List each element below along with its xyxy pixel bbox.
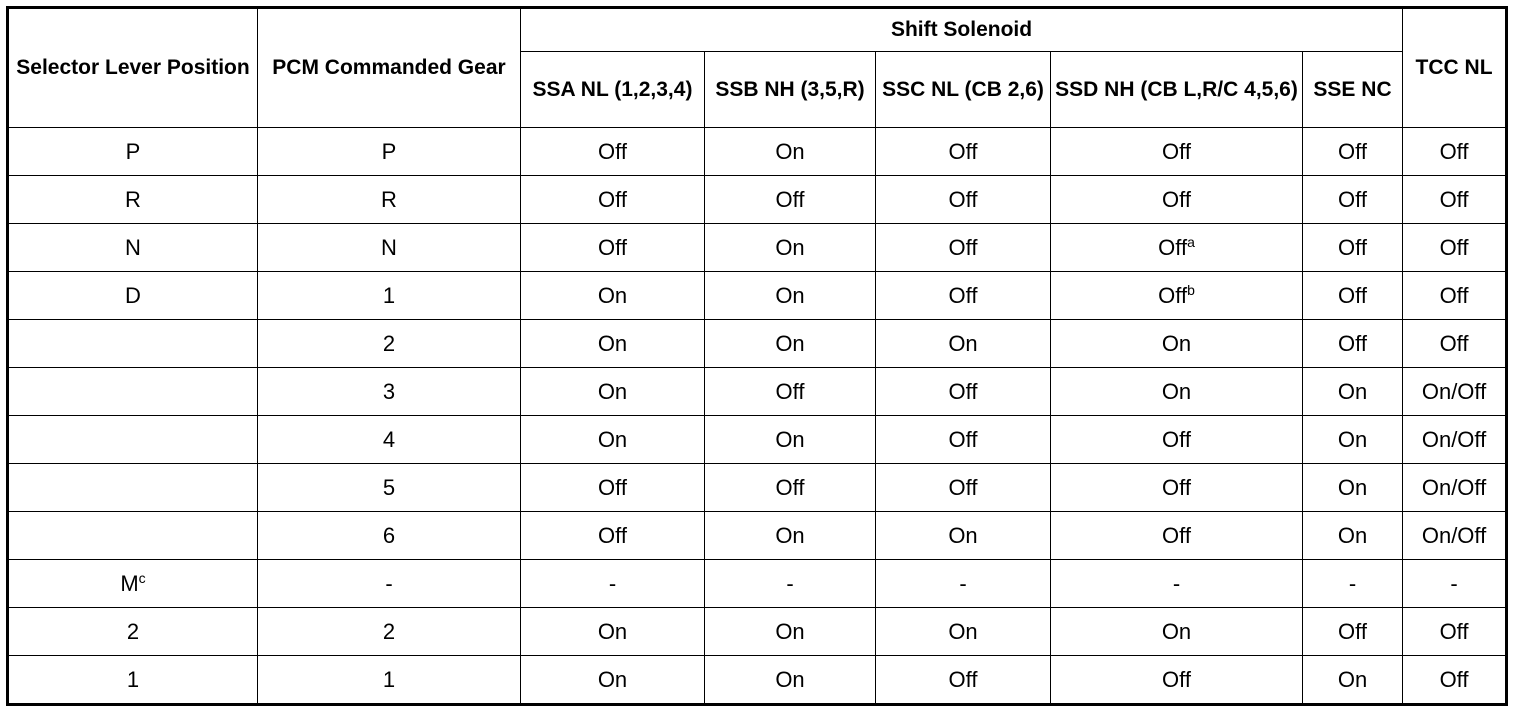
cell-ssa	[521, 416, 705, 464]
cell-ssb	[705, 560, 876, 608]
cell-ssb-value: On	[775, 426, 805, 452]
table-header	[8, 8, 1507, 128]
cell-ssb	[705, 128, 876, 176]
cell-selector-lever-position	[8, 176, 258, 224]
cell-pcm-commanded-gear-value: 2	[382, 330, 396, 356]
cell-ssa	[521, 560, 705, 608]
table-row	[8, 416, 1507, 464]
cell-selector-lever-position	[8, 272, 258, 320]
cell-ssc-value: Off	[948, 474, 978, 500]
cell-tcc-value: On/Off	[1421, 474, 1487, 500]
cell-ssb-value: -	[786, 570, 794, 596]
cell-sse	[1303, 656, 1403, 705]
cell-pcm-commanded-gear-value: 2	[382, 618, 396, 644]
footnote-marker: b	[1187, 281, 1195, 298]
cell-selector-lever-position	[8, 368, 258, 416]
cell-ssa-value: On	[597, 378, 628, 404]
header-ssd: SSD NH (CB L,R/C 4,5,6)	[1051, 52, 1303, 128]
cell-pcm-commanded-gear	[258, 272, 521, 320]
cell-pcm-commanded-gear	[258, 368, 521, 416]
cell-sse	[1303, 176, 1403, 224]
cell-ssa-value: On	[597, 666, 628, 692]
header-selector-lever-position: Selector Lever Position	[8, 8, 258, 128]
table-row	[8, 512, 1507, 560]
cell-ssd-value: Off	[1162, 666, 1191, 692]
cell-ssc-value: Off	[948, 378, 978, 404]
cell-ssd	[1051, 416, 1303, 464]
cell-pcm-commanded-gear-value: 3	[382, 378, 396, 404]
cell-selector-lever-position	[8, 608, 258, 656]
cell-ssc-value: On	[948, 618, 978, 644]
table-row	[8, 656, 1507, 705]
cell-ssa-value: Off	[598, 186, 627, 212]
cell-ssa	[521, 224, 705, 272]
cell-ssc	[876, 464, 1051, 512]
cell-sse-value: Off	[1338, 618, 1367, 644]
cell-ssc	[876, 176, 1051, 224]
cell-pcm-commanded-gear-value: N	[381, 234, 397, 260]
cell-ssb-value: On	[775, 138, 805, 164]
cell-pcm-commanded-gear	[258, 464, 521, 512]
cell-pcm-commanded-gear-value: 5	[382, 474, 396, 500]
header-ssb: SSB NH (3,5,R)	[705, 52, 876, 128]
cell-ssb-value: Off	[775, 378, 805, 404]
cell-selector-lever-position	[8, 656, 258, 705]
cell-tcc	[1403, 176, 1507, 224]
cell-tcc	[1403, 608, 1507, 656]
cell-tcc-value: On/Off	[1421, 378, 1487, 404]
cell-sse-value: Off	[1338, 282, 1367, 308]
cell-ssb-value: On	[775, 666, 805, 692]
cell-tcc-value: Off	[1439, 234, 1469, 260]
cell-sse	[1303, 560, 1403, 608]
cell-selector-lever-position-value: P	[125, 138, 141, 164]
cell-sse	[1303, 512, 1403, 560]
cell-ssd-value: Off	[1162, 138, 1191, 164]
cell-ssa	[521, 320, 705, 368]
cell-ssc-value: On	[948, 330, 978, 356]
cell-ssd-value: Off	[1162, 522, 1191, 548]
cell-ssc	[876, 608, 1051, 656]
cell-pcm-commanded-gear-value: P	[381, 138, 397, 164]
cell-sse-value: Off	[1338, 186, 1367, 212]
cell-ssa	[521, 368, 705, 416]
cell-ssd-value: Off	[1162, 186, 1191, 212]
cell-sse	[1303, 368, 1403, 416]
cell-ssd-value: -	[1172, 570, 1181, 596]
cell-ssd-value: Off	[1162, 426, 1191, 452]
cell-ssc	[876, 368, 1051, 416]
cell-ssb-value: On	[775, 618, 805, 644]
cell-ssb-value: On	[775, 330, 805, 356]
cell-tcc	[1403, 464, 1507, 512]
solenoid-application-table	[6, 6, 1508, 706]
cell-ssd-value: On	[1161, 618, 1192, 644]
cell-ssd-value: Off	[1158, 234, 1188, 260]
cell-ssb	[705, 368, 876, 416]
table-row	[8, 224, 1507, 272]
cell-selector-lever-position	[8, 224, 258, 272]
cell-ssd	[1051, 320, 1303, 368]
cell-ssa-value: -	[608, 570, 617, 596]
cell-tcc-value: Off	[1439, 666, 1469, 692]
cell-ssc-value: On	[948, 522, 978, 548]
cell-ssb	[705, 176, 876, 224]
cell-selector-lever-position	[8, 512, 258, 560]
cell-sse	[1303, 224, 1403, 272]
cell-selector-lever-position	[8, 320, 258, 368]
cell-pcm-commanded-gear	[258, 512, 521, 560]
cell-tcc	[1403, 224, 1507, 272]
cell-pcm-commanded-gear-value: 6	[382, 522, 396, 548]
cell-ssb-value: On	[775, 522, 805, 548]
cell-pcm-commanded-gear	[258, 608, 521, 656]
cell-ssa	[521, 656, 705, 705]
cell-tcc-value: Off	[1439, 138, 1469, 164]
cell-pcm-commanded-gear-value: 1	[382, 282, 396, 308]
cell-ssa-value: On	[597, 618, 628, 644]
cell-tcc	[1403, 320, 1507, 368]
table-row	[8, 176, 1507, 224]
cell-pcm-commanded-gear	[258, 656, 521, 705]
header-shift-solenoid-group: Shift Solenoid	[521, 8, 1403, 52]
table-body	[8, 128, 1507, 705]
table-row	[8, 560, 1507, 608]
cell-ssc-value: Off	[948, 186, 978, 212]
cell-tcc-value: Off	[1439, 618, 1469, 644]
cell-ssd	[1051, 512, 1303, 560]
footnote-marker: a	[1187, 233, 1195, 250]
cell-tcc-value: Off	[1439, 282, 1469, 308]
cell-selector-lever-position-value: M	[120, 570, 139, 596]
cell-ssd	[1051, 656, 1303, 705]
cell-ssc-value: Off	[948, 426, 978, 452]
cell-ssa-value: On	[597, 426, 628, 452]
cell-ssb-value: On	[775, 282, 805, 308]
cell-ssd-value: On	[1161, 378, 1192, 404]
cell-tcc	[1403, 272, 1507, 320]
table-row	[8, 272, 1507, 320]
header-ssa: SSA NL (1,2,3,4)	[521, 52, 705, 128]
cell-ssd-value: Off	[1162, 474, 1191, 500]
cell-ssa	[521, 464, 705, 512]
cell-ssb	[705, 320, 876, 368]
cell-sse	[1303, 608, 1403, 656]
cell-ssb	[705, 224, 876, 272]
cell-ssd	[1051, 224, 1303, 272]
cell-pcm-commanded-gear-value: -	[385, 570, 393, 596]
cell-tcc-value: -	[1450, 570, 1458, 596]
cell-ssa	[521, 512, 705, 560]
cell-sse-value: On	[1337, 474, 1368, 500]
cell-tcc	[1403, 656, 1507, 705]
cell-selector-lever-position	[8, 416, 258, 464]
cell-ssc-value: Off	[948, 138, 978, 164]
cell-ssa	[521, 608, 705, 656]
cell-pcm-commanded-gear-value: 1	[382, 666, 396, 692]
cell-pcm-commanded-gear	[258, 320, 521, 368]
cell-pcm-commanded-gear-value: R	[381, 186, 397, 212]
cell-selector-lever-position	[8, 128, 258, 176]
cell-ssc	[876, 560, 1051, 608]
header-group-row	[8, 8, 1507, 52]
cell-ssc	[876, 224, 1051, 272]
cell-ssc	[876, 128, 1051, 176]
cell-ssd	[1051, 464, 1303, 512]
cell-ssb-value: Off	[775, 186, 805, 212]
cell-ssb	[705, 608, 876, 656]
cell-tcc	[1403, 416, 1507, 464]
cell-ssa	[521, 128, 705, 176]
cell-sse	[1303, 272, 1403, 320]
cell-pcm-commanded-gear-value: 4	[382, 426, 396, 452]
cell-tcc	[1403, 128, 1507, 176]
cell-tcc-value: Off	[1439, 186, 1469, 212]
cell-ssd	[1051, 608, 1303, 656]
cell-ssd	[1051, 368, 1303, 416]
cell-ssb	[705, 656, 876, 705]
cell-pcm-commanded-gear	[258, 560, 521, 608]
cell-ssb	[705, 416, 876, 464]
cell-selector-lever-position-value: D	[125, 282, 141, 308]
cell-sse-value: On	[1337, 378, 1368, 404]
cell-ssc	[876, 512, 1051, 560]
cell-ssb	[705, 512, 876, 560]
cell-ssb-value: On	[775, 234, 805, 260]
cell-pcm-commanded-gear	[258, 416, 521, 464]
cell-tcc-value: On/Off	[1421, 522, 1487, 548]
cell-selector-lever-position-value: N	[125, 234, 141, 260]
cell-ssc-value: Off	[948, 666, 978, 692]
cell-ssd	[1051, 176, 1303, 224]
table-row	[8, 128, 1507, 176]
cell-ssc	[876, 656, 1051, 705]
cell-pcm-commanded-gear	[258, 128, 521, 176]
cell-sse-value: Off	[1338, 234, 1367, 260]
cell-selector-lever-position-value: R	[125, 186, 141, 212]
footnote-marker: c	[138, 569, 146, 586]
cell-pcm-commanded-gear	[258, 176, 521, 224]
cell-ssb-value: Off	[775, 474, 805, 500]
cell-ssb	[705, 272, 876, 320]
cell-ssc	[876, 272, 1051, 320]
cell-ssc	[876, 320, 1051, 368]
cell-ssa-value: On	[597, 330, 628, 356]
cell-tcc-value: On/Off	[1421, 426, 1487, 452]
cell-ssd-value: Off	[1158, 282, 1188, 308]
cell-ssb	[705, 464, 876, 512]
cell-ssc-value: -	[959, 570, 967, 596]
cell-ssc	[876, 416, 1051, 464]
header-ssc: SSC NL (CB 2,6)	[876, 52, 1051, 128]
cell-ssa-value: Off	[598, 522, 627, 548]
cell-pcm-commanded-gear	[258, 224, 521, 272]
header-sse: SSE NC	[1303, 52, 1403, 128]
header-pcm-commanded-gear: PCM Commanded Gear	[258, 8, 521, 128]
cell-ssa	[521, 272, 705, 320]
cell-sse-value: Off	[1338, 138, 1367, 164]
cell-ssd	[1051, 128, 1303, 176]
cell-ssc-value: Off	[948, 234, 978, 260]
cell-ssd	[1051, 560, 1303, 608]
cell-selector-lever-position	[8, 464, 258, 512]
cell-selector-lever-position-value: 2	[126, 618, 140, 644]
cell-tcc	[1403, 512, 1507, 560]
cell-ssd-value: On	[1161, 330, 1192, 356]
cell-ssa-value: Off	[598, 234, 627, 260]
cell-ssc-value: Off	[948, 282, 978, 308]
table-row	[8, 608, 1507, 656]
cell-sse	[1303, 128, 1403, 176]
cell-sse	[1303, 464, 1403, 512]
cell-selector-lever-position-value: 1	[126, 666, 140, 692]
cell-tcc	[1403, 560, 1507, 608]
table-row	[8, 368, 1507, 416]
header-tcc: TCC NL	[1403, 8, 1507, 128]
cell-sse	[1303, 320, 1403, 368]
cell-sse-value: On	[1337, 666, 1368, 692]
cell-sse-value: Off	[1338, 330, 1367, 356]
cell-ssa-value: On	[597, 282, 628, 308]
cell-ssd	[1051, 272, 1303, 320]
table-row	[8, 464, 1507, 512]
cell-tcc	[1403, 368, 1507, 416]
cell-ssa-value: Off	[598, 138, 627, 164]
cell-selector-lever-position	[8, 560, 258, 608]
table-row	[8, 320, 1507, 368]
cell-ssa	[521, 176, 705, 224]
cell-ssa-value: Off	[598, 474, 627, 500]
cell-sse-value: On	[1337, 522, 1368, 548]
cell-sse-value: -	[1348, 570, 1357, 596]
cell-sse-value: On	[1337, 426, 1368, 452]
cell-sse	[1303, 416, 1403, 464]
cell-tcc-value: Off	[1439, 330, 1469, 356]
